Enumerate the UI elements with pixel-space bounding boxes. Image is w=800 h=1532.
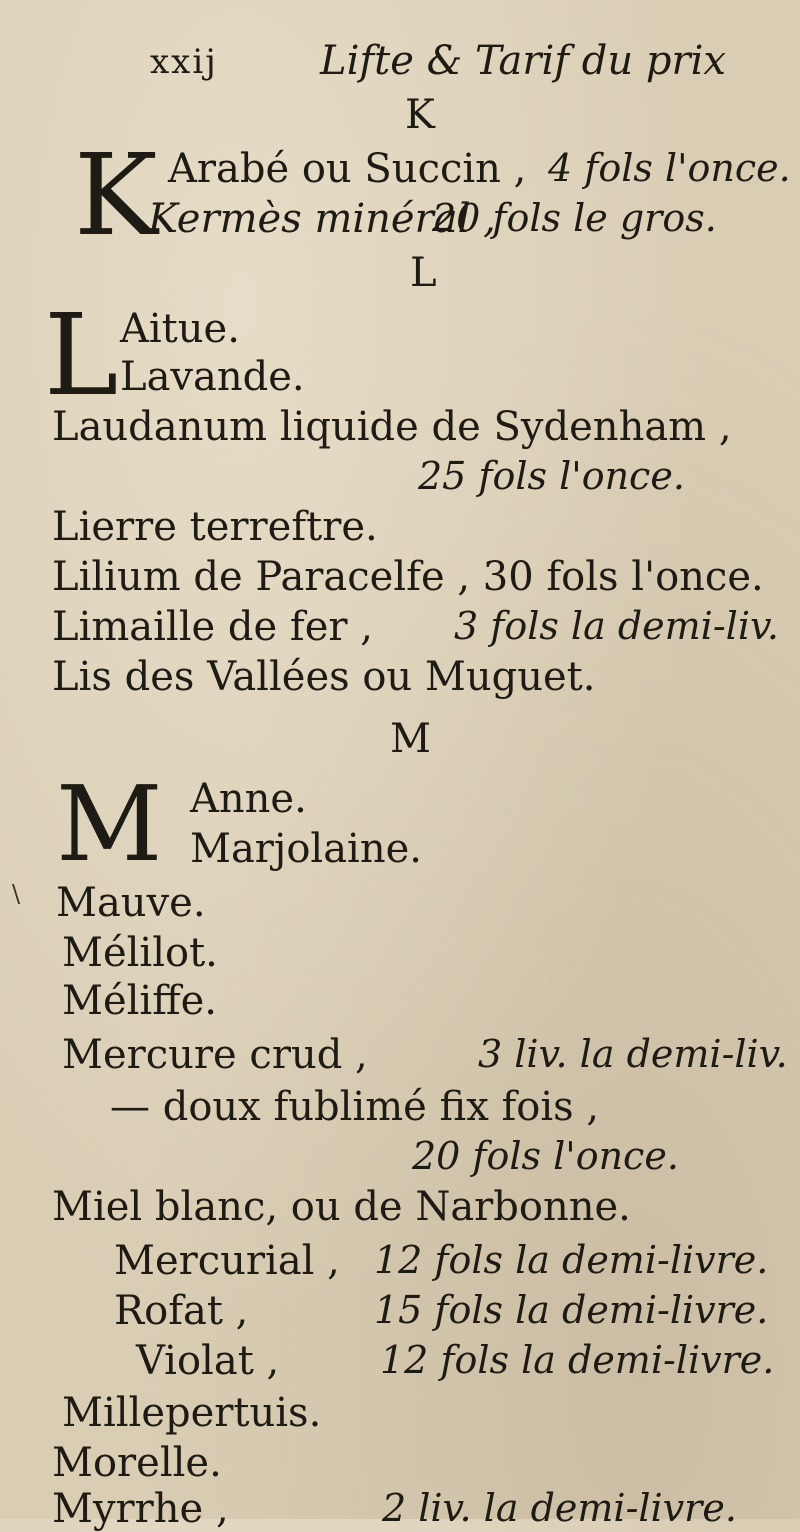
page-title: Lifte & Tarif du prix <box>320 38 726 84</box>
entry-laudanum-price: 25 fols l'once. <box>418 454 685 498</box>
entry-lierre: Lierre terreftre. <box>52 504 378 550</box>
entry-millepertuis: Millepertuis. <box>62 1390 322 1436</box>
entry-aitue: Aitue. <box>120 306 240 352</box>
entry-mercure-price: 3 liv. la demi-liv. <box>478 1032 788 1076</box>
entry-marjolaine: Marjolaine. <box>190 826 422 872</box>
margin-mark: \ <box>12 880 21 908</box>
entry-rofat-price: 15 fols la demi-livre. <box>374 1288 769 1332</box>
section-letter-m: M <box>390 716 431 762</box>
section-letter-k: K <box>405 92 435 138</box>
entry-limaille-name: Limaille de fer , <box>52 604 373 650</box>
entry-morelle: Morelle. <box>52 1440 222 1486</box>
entry-violat-price: 12 fols la demi-livre. <box>380 1338 775 1382</box>
entry-violat-name: Violat , <box>136 1338 280 1384</box>
entry-mercurial-price: 12 fols la demi-livre. <box>374 1238 769 1282</box>
entry-melilot: Mélilot. <box>62 930 218 976</box>
entry-lis: Lis des Vallées ou Muguet. <box>52 654 596 700</box>
entry-myrrhe-price: 2 liv. la demi-livre. <box>382 1486 737 1530</box>
page-number: xxij <box>150 42 218 82</box>
entry-mauve: Mauve. <box>56 880 206 926</box>
entry-mercure-name: Mercure crud , <box>62 1032 368 1078</box>
entry-rofat-name: Rofat , <box>114 1288 249 1334</box>
drop-cap-l: L <box>44 291 119 421</box>
entry-limaille-price: 3 fols la demi-liv. <box>454 604 780 648</box>
entry-arabe-price: 4 fols l'once. <box>548 146 791 190</box>
entry-kermes-price: 20 fols le gros. <box>432 196 717 240</box>
entry-melisse: Méliffe. <box>62 978 218 1024</box>
drop-cap-k: K <box>74 131 158 261</box>
entry-miel: Miel blanc, ou de Narbonne. <box>52 1184 631 1230</box>
entry-lilium: Lilium de Paracelfe , 30 fols l'once. <box>52 554 764 600</box>
entry-mercure-doux-price: 20 fols l'once. <box>412 1134 679 1178</box>
entry-myrrhe-name: Myrrhe , <box>52 1486 229 1532</box>
entry-lavande: Lavande. <box>120 354 305 400</box>
entry-laudanum-name: Laudanum liquide de Sydenham , <box>52 404 732 450</box>
entry-anne: Anne. <box>190 776 307 822</box>
entry-mercurial-name: Mercurial , <box>114 1238 340 1284</box>
entry-kermes-name: Kermès minéral , <box>148 196 496 242</box>
drop-cap-m: M <box>56 763 163 885</box>
entry-arabe-name: Arabé ou Succin , <box>168 146 527 192</box>
section-letter-l: L <box>410 250 437 296</box>
entry-mercure-doux: — doux fublimé fix fois , <box>110 1084 600 1130</box>
